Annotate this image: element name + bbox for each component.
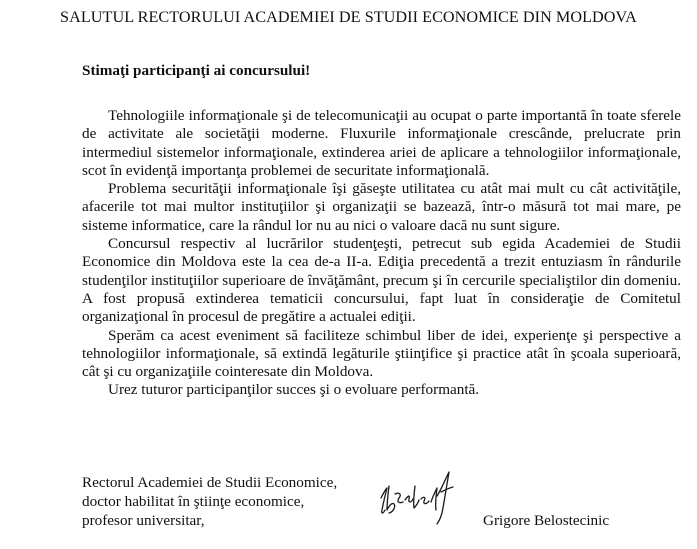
paragraph-3: Concursul respectiv al lucrărilor studenţeşti, petrecut sub egida Academiei de Studii Economice din Moldova este la cea de-a II-a. Ediţia precedentă a trezit entuziasm în rândurile studenţilor instituţiilor superioare de învăţământ, precum şi în cercurile specialiştilor din domeniu. A fost propusă extinderea tematicii concursului, fapt luat în consideraţie de Comitetul organizaţional în procesul de pregătire a actualei ediţii. [82, 235, 681, 326]
handwritten-signature [375, 466, 465, 528]
signer-title-line-2: doctor habilitat în ştiinţe economice, [82, 493, 305, 511]
greeting: Stimaţi participanţi ai concursului! [82, 62, 311, 79]
signer-name: Grigore Belostecinic [483, 512, 610, 529]
signer-title-line-1: Rectorul Academiei de Studii Economice, [82, 474, 338, 491]
paragraph-1: Tehnologiile informaţionale şi de telecomunicaţii au ocupat o parte importantă în toate sferele de activitate ale societăţii moderne. Fluxurile informaţionale crescânde, prelucrate prin intermediul sistemelor informaţionale, extinderea ariei de aplicare a tehnologiilor informaţionale, scot în evidenţă importanţa problemei de securitate informaţională. [82, 107, 681, 179]
signer-title-line-3: profesor universitar, [82, 512, 205, 530]
paragraph-5: Urez tuturor participanţilor succes şi o evoluare performantă. [108, 381, 480, 399]
paragraph-4: Sperăm ca acest eveniment să faciliteze schimbul liber de idei, experienţe şi perspective a tehnologiilor informaţionale, să extindă legăturile ştiinţifice şi practice atât în şcoala superioară, cât şi cu organizaţiile cointeresate din Moldova. [82, 326, 681, 381]
document-title: SALUTUL RECTORULUI ACADEMIEI DE STUDII ECONOMICE DIN MOLDOVA [60, 8, 637, 26]
paragraph-2: Problema securităţii informaţionale îşi găseşte utilitatea cu atât mai mult cu cât activităţile, afacerile tot mai multor instituţiilor şi organizaţii se bazează, într-o măsură tot mai mare, pe sisteme informatice, care la rândul lor nu au nici o valoare dacă nu sunt sigure. [82, 180, 681, 234]
letter-body [82, 107, 681, 400]
signature-block [82, 473, 337, 531]
